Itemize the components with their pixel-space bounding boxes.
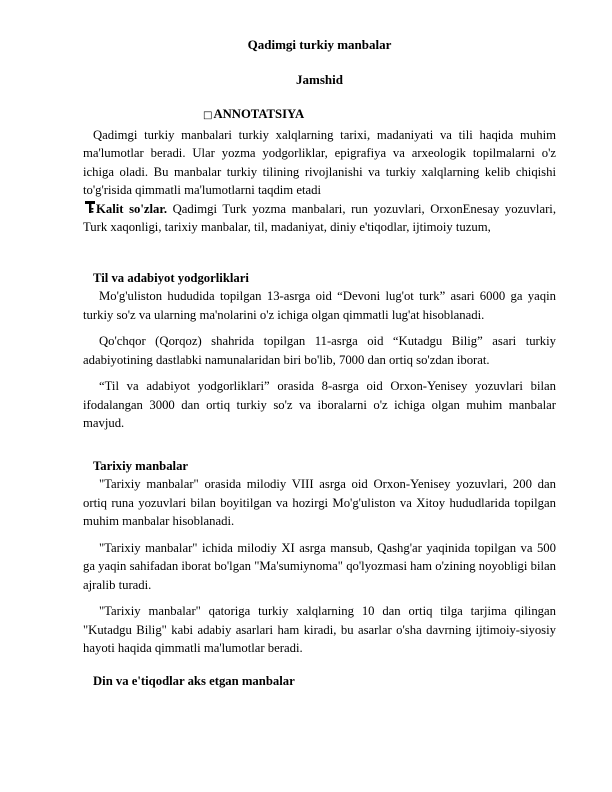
- author-name: Jamshid: [296, 71, 343, 87]
- section-1-paragraph-1: Mo'g'uliston hududida topilgan 13-asrga oid “Devoni lug'ot turk” asari 6000 ga yaqin turkiy so'z va ularning ma'nolarini o'z ichiga olgan qimmatli lug'at hisoblanadi.: [83, 289, 556, 322]
- section-1-paragraph-2: Qo'chqor (Qorqoz) shahrida topilgan 11-asrga oid “Kutadgu Bilig” asari turkiy adabiyotining dastlabki namunalaridan biri bo'lib, 7000 dan ortiq so'zdan iborat.: [83, 334, 556, 367]
- box-glyph-icon: □: [203, 110, 213, 121]
- document-title: Qadimgi turkiy manbalar: [247, 37, 392, 52]
- section-1-paragraph-3: “Til va adabiyot yodgorliklari” orasida 8-asrga oid Orxon-Yenisey yozuvlari bilan ifodalangan 3000 dan ortiq turkiy so'z va iboralarni o'z ichiga olgan muhim manbalar mavjud.: [83, 379, 556, 430]
- abstract-heading: [83, 105, 556, 126]
- section-2-paragraph-2: "Tarixiy manbalar" ichida milodiy XI asrga mansub, Qashg'ar yaqinida topilgan va 500 ga yaqin sahifadan iborat bo'lgan "Ma'sumiynoma" qo'lyozmasi ham o'zining noyobligi bilan ajralib turadi.: [83, 540, 556, 592]
- section-2-paragraph-1: "Tarixiy manbalar" orasida milodiy VIII asrga oid Orxon-Yenisey yozuvlari, 200 dan ortiq runa yozuvlari bilan boyitilgan va hozirgi Mo'g'uliston va Xitoy hududlarida topilgan muhim manbalar hisoblanadi.: [83, 477, 556, 528]
- keywords-paragraph: [83, 200, 556, 237]
- key-icon: [84, 201, 94, 214]
- keywords-text: Qadimgi Turk yozma manbalari, run yozuvlari, OrxonEnesay yozuvlari, Turk xaqonligi, tarixiy manbalar, til, madaniyat, diniy e'tiqodlar, ijtimoiy tuzum,: [83, 201, 556, 234]
- section-heading-historical-sources: Tarixiy manbalar: [93, 458, 189, 473]
- abstract-heading-text: ANNOTATSIYA: [213, 107, 305, 121]
- section-heading-religion-beliefs: Din va e'tiqodlar aks etgan manbalar: [93, 673, 295, 688]
- keywords-label: Kalit so'zlar.: [96, 201, 168, 216]
- abstract-text: Qadimgi turkiy manbalari turkiy xalqlarning tarixi, madaniyati va tili haqida muhim ma'lumotlar beradi. Ular yozma yodgorliklar, epigrafiya va arxeologik topilmalarni o'z ichiga oladi. Bu manbalar turkiy tilining rivojlanishi va turkiy xalqlarning kelib chiqishi to'g'risida qimmatli ma'lumotlarni taqdim etadi: [83, 127, 556, 197]
- section-heading-language-literature: Til va adabiyot yodgorliklari: [93, 270, 249, 285]
- section-2-paragraph-3: "Tarixiy manbalar" qatoriga turkiy xalqlarning 10 dan ortiq tilga tarjima qilingan "Kutadgu Bilig" kabi adabiy asarlari ham kiradi, bu asarlar o'sha davrning ijtimoiy-siyosiy hayoti haqida qimmatli ma'lumotlar beradi.: [83, 604, 556, 655]
